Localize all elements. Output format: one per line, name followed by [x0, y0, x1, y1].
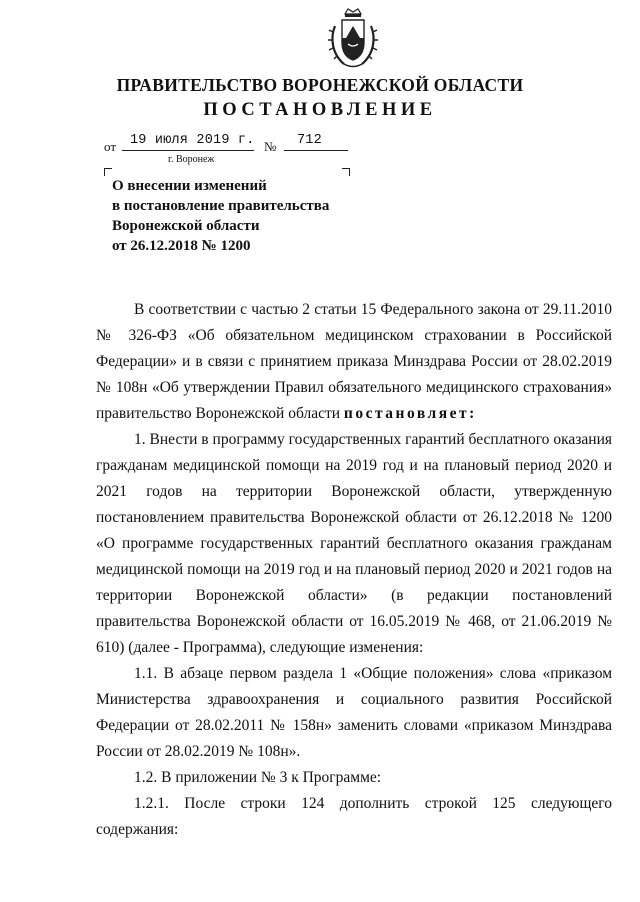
number-underline: [284, 150, 348, 151]
subject-right-bracket: [342, 168, 350, 176]
subject-line: Воронежской области: [112, 218, 260, 234]
subject-line: О внесении изменений: [112, 178, 267, 194]
intro-paragraph: [96, 297, 612, 427]
date-prefix: от: [104, 139, 117, 154]
document-meta: [0, 133, 640, 173]
document-subject: [112, 176, 352, 256]
document-body: [96, 297, 612, 843]
city-label: г. Воронеж: [168, 154, 215, 165]
intro-text: В соответствии с частью 2 статьи 15 Федерального закона от 29.11.2010 № 326-ФЗ «Об обязательном медицинском страховании в Российской Федерации» и в связи с принятием приказа Минздрава России от 28.02.2019 № 108н «Об утверждении Правил обязательного медицинского страхования» правительство Воронежской области: [96, 301, 612, 422]
coat-of-arms-icon: [326, 8, 380, 70]
subject-left-bracket: [104, 168, 112, 176]
document-number: 712: [297, 133, 322, 148]
number-prefix: №: [264, 139, 277, 154]
paragraph-1-2-1: 1.2.1. После строки 124 дополнить строкой 125 следующего содержания:: [96, 795, 612, 838]
subject-line: от 26.12.2018 № 1200: [112, 238, 251, 254]
government-title: ПРАВИТЕЛЬСТВО ВОРОНЕЖСКОЙ ОБЛАСТИ: [116, 75, 524, 95]
paragraph-1: 1. Внести в программу государственных гарантий бесплатного оказания гражданам медицинской помощи на 2019 год и на плановый период 2020 и 2021 годов на территории Воронежской области, утвержденную постановлением правительства Воронежской области от 26.12.2018 № 1200 «О программе государственных гарантий бесплатного оказания гражданам медицинской помощи на 2019 год и на плановый период 2020 и 2021 годов на территории Воронежской области» (в редакции постановлений правительства Воронежской области от 16.05.2019 № 468, от 21.06.2019 № 610) (далее - Программа), следующие изменения:: [96, 431, 612, 656]
subject-line: в постановление правительства: [112, 198, 330, 214]
date-underline: [122, 150, 254, 151]
document-date: 19 июля 2019 г.: [130, 133, 255, 148]
decree-word: постановляет:: [343, 405, 477, 422]
paragraph-1-2: 1.2. В приложении № 3 к Программе:: [134, 769, 382, 786]
document-type-title: ПОСТАНОВЛЕНИЕ: [203, 100, 437, 120]
paragraph-1-1: 1.1. В абзаце первом раздела 1 «Общие положения» слова «приказом Министерства здравоохранения и социального развития Российской Федерации от 28.02.2011 № 158н» заменить словами «приказом Минздрава России от 28.02.2019 № 108н».: [96, 665, 612, 760]
